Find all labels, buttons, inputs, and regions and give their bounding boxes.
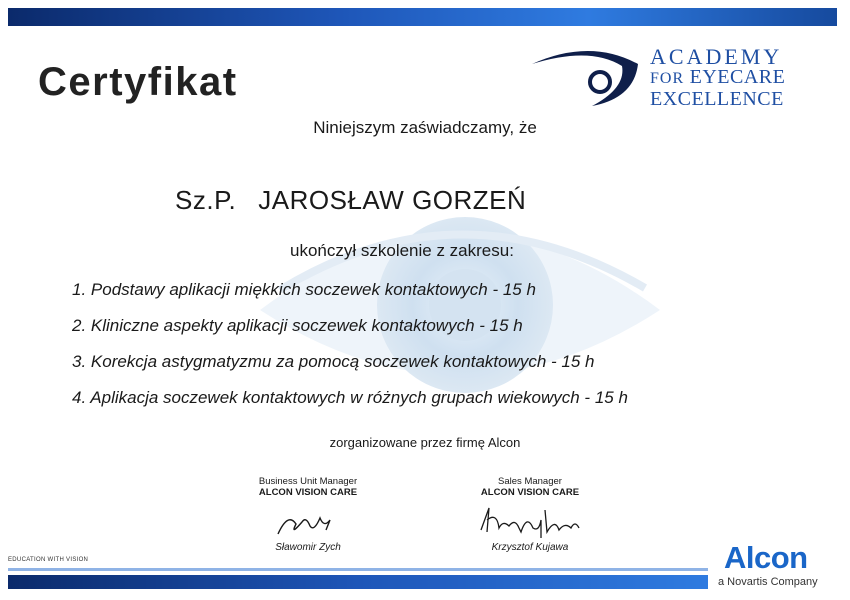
signatory-2 [430,476,630,553]
signatory-2-title: Sales Manager [498,476,562,487]
signatory-1-company: ALCON VISION CARE [258,487,358,498]
alcon-logo: Alcon [724,540,808,575]
eye-swoosh-logo-icon [530,42,648,112]
signatory-1-title: Business Unit Manager [258,476,358,487]
academy-logo-line1: ACADEMY [650,44,783,69]
course-item: 2. Kliniczne aspekty aplikacji soczewek kontaktowych - 15 h [72,316,523,335]
academy-logo [530,42,820,122]
academy-logo-for: FOR [650,70,685,87]
course-item: 1. Podstawy aplikacji miękkich soczewek kontaktowych - 15 h [72,280,536,299]
signature-2-image [475,502,585,542]
alcon-subtitle: a Novartis Company [718,576,818,588]
course-item: 3. Korekcja astygmatyzmu za pomocą soczewek kontaktowych - 15 h [72,352,595,371]
signature-1-image [268,502,348,542]
academy-logo-line2: EYECARE [689,66,786,88]
signatory-1-name: Sławomir Zych [275,542,341,553]
recipient [175,185,526,216]
organized-by-text: zorganizowane przez firmę Alcon [329,435,521,450]
signatory-2-company: ALCON VISION CARE [480,487,580,498]
recipient-name: JAROSŁAW GORZEŃ [258,185,527,215]
recipient-prefix: Sz.P. [175,185,237,215]
certificate-title: Certyfikat [38,60,238,104]
course-list [72,280,628,424]
education-tagline: EDUCATION WITH VISION [8,557,89,563]
signatory-1 [208,476,408,553]
bottom-decorative-band [8,575,708,589]
top-decorative-band [8,8,837,26]
completed-text: ukończył szkolenie z zakresu: [290,241,514,260]
intro-text: Niniejszym zaświadczamy, że [313,118,537,137]
bottom-thin-band [8,568,708,571]
course-item: 4. Aplikacja soczewek kontaktowych w różnych grupach wiekowych - 15 h [72,388,628,407]
signatory-2-name: Krzysztof Kujawa [491,542,569,553]
academy-logo-line3: EXCELLENCE [650,88,784,110]
